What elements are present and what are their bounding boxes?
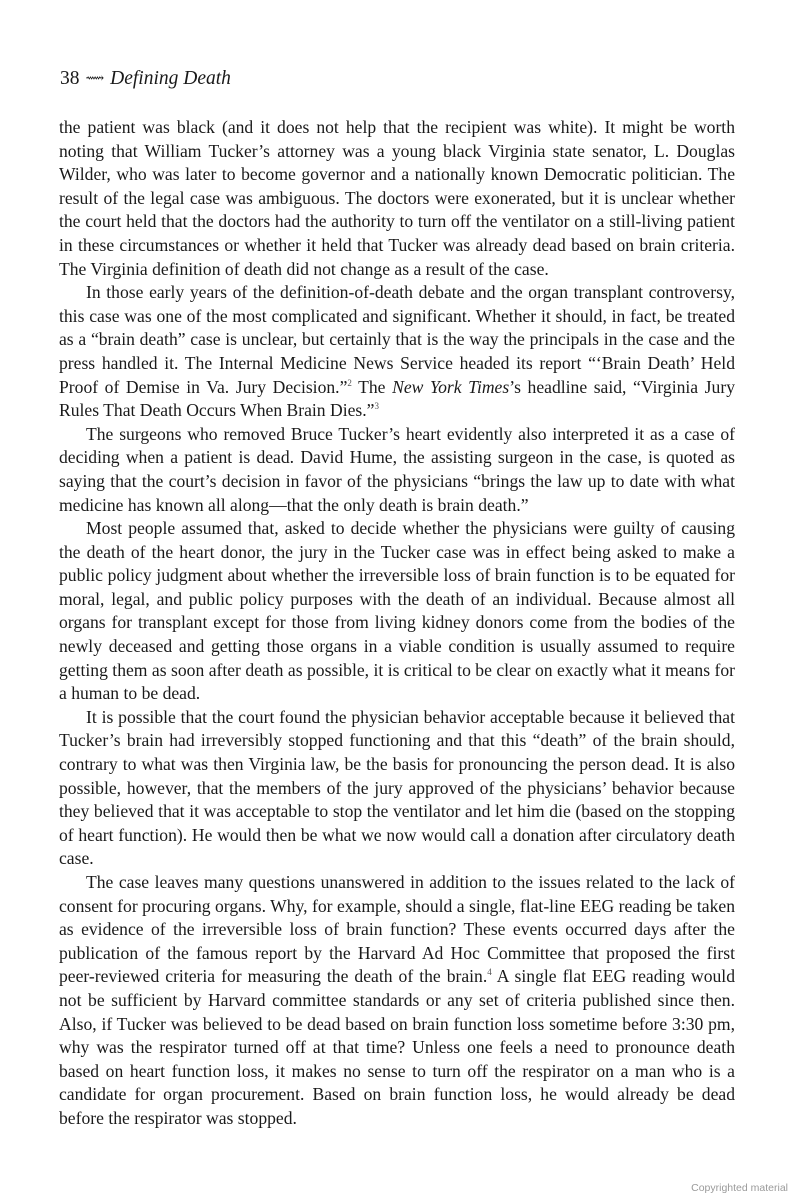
- body-text: [59, 116, 735, 1131]
- chapter-title: Defining Death: [110, 68, 231, 89]
- paragraph-2: [59, 281, 735, 423]
- paragraph-2-text-a: In those early years of the definition-of-death debate and the organ transplant controversy, this case was one of the most complicated and significant. Whether it should, in fact, be treated as a “brain death” case is unclear, but certainly that is the way the principals in the case and the press handled it. The Internal Medicine News Service headed its report “‘Brain Death’ Held Proof of Demise in Va. Jury Decision.”: [59, 282, 735, 397]
- page-number: 38: [60, 68, 80, 89]
- paragraph-4: Most people assumed that, asked to decide whether the physicians were guilty of causing the death of the heart donor, the jury in the Tucker case was in effect being asked to make a public policy judgment about whether the irreversible loss of brain function is to be equated for moral, legal, and public policy purposes with the death of an individual. Because almost all organs for transplant except for those from living kidney donors come from the bodies of the newly deceased and getting those organs in a viable condition is usually assumed to require getting them as soon after death as possible, it is critical to be clear on exactly what it means for a human to be dead.: [59, 518, 735, 704]
- paragraph-6-text-b: A single flat EEG reading would not be sufficient by Harvard committee standards or any set of criteria published since then. Also, if Tucker was believed to be dead based on brain function loss sometime before 3:30 pm, why was the respirator turned off at that time? Unless one feels a need to pronounce death based on heart function loss, it makes no sense to turn off the respirator on a man who is a candidate for organ procurement. Based on brain function loss, he would already be dead before the respirator was stopped.: [59, 966, 735, 1128]
- paragraph-6-text-a: The case leaves many questions unanswered in addition to the issues related to the lack of consent for procuring organs. Why, for example, should a single, flat-line EEG reading be taken as evidence of the irreversible loss of brain function? These events occurred days after the publication of the famous report by the Harvard Ad Hoc Committee that proposed the first peer-reviewed criteria for measuring the death of the brain.: [59, 872, 735, 987]
- footnote-marker-2: 2: [347, 377, 352, 388]
- paragraph-3: The surgeons who removed Bruce Tucker’s heart evidently also interpreted it as a case of deciding when a patient is dead. David Hume, the assisting surgeon in the case, is quoted as saying that the court’s decision in favor of the physicians “brings the law up to date with what medicine has known all along—that the only death is brain death.”: [59, 423, 735, 515]
- copyright-notice: Copyrighted material: [691, 1182, 788, 1194]
- publication-name: New York Times: [392, 376, 510, 397]
- paragraph-2-text-c: ’s headline said, “Virginia Jury Rules That Death Occurs When Brain Dies.”: [59, 376, 735, 421]
- paragraph-1: the patient was black (and it does not help that the recipient was white). It might be worth noting that William Tucker’s attorney was a young black Virginia state senator, L. Douglas Wilder, who was later to become governor and a nationally known Democratic politician. The result of the legal case was ambiguous. The doctors were exonerated, but it is unclear whether the court held that the doctors had the authority to turn off the ventilator on a still-living patient in these circumstances or whether it held that Tucker was already dead based on brain criteria. The Virginia definition of death did not change as a result of the case.: [59, 117, 735, 279]
- paragraph-6: [59, 871, 735, 1131]
- footnote-marker-3: 3: [374, 401, 379, 412]
- paragraph-2-text-b: The: [351, 376, 393, 397]
- footnote-marker-4: 4: [487, 967, 492, 978]
- paragraph-5: It is possible that the court found the physician behavior acceptable because it believed that Tucker’s brain had irreversibly stopped functioning and that this “death” of the brain should, contrary to what was then Virginia law, be the basis for pronouncing the person dead. It is also possible, however, that the members of the jury approved of the physicians’ behavior because they believed that it was acceptable to stop the ventilator and let him die (based on the stopping of heart function). He would then be what we now would call a donation after circulatory death case.: [59, 706, 735, 869]
- running-head: [60, 64, 231, 93]
- ornament-icon: ⟿: [85, 70, 105, 85]
